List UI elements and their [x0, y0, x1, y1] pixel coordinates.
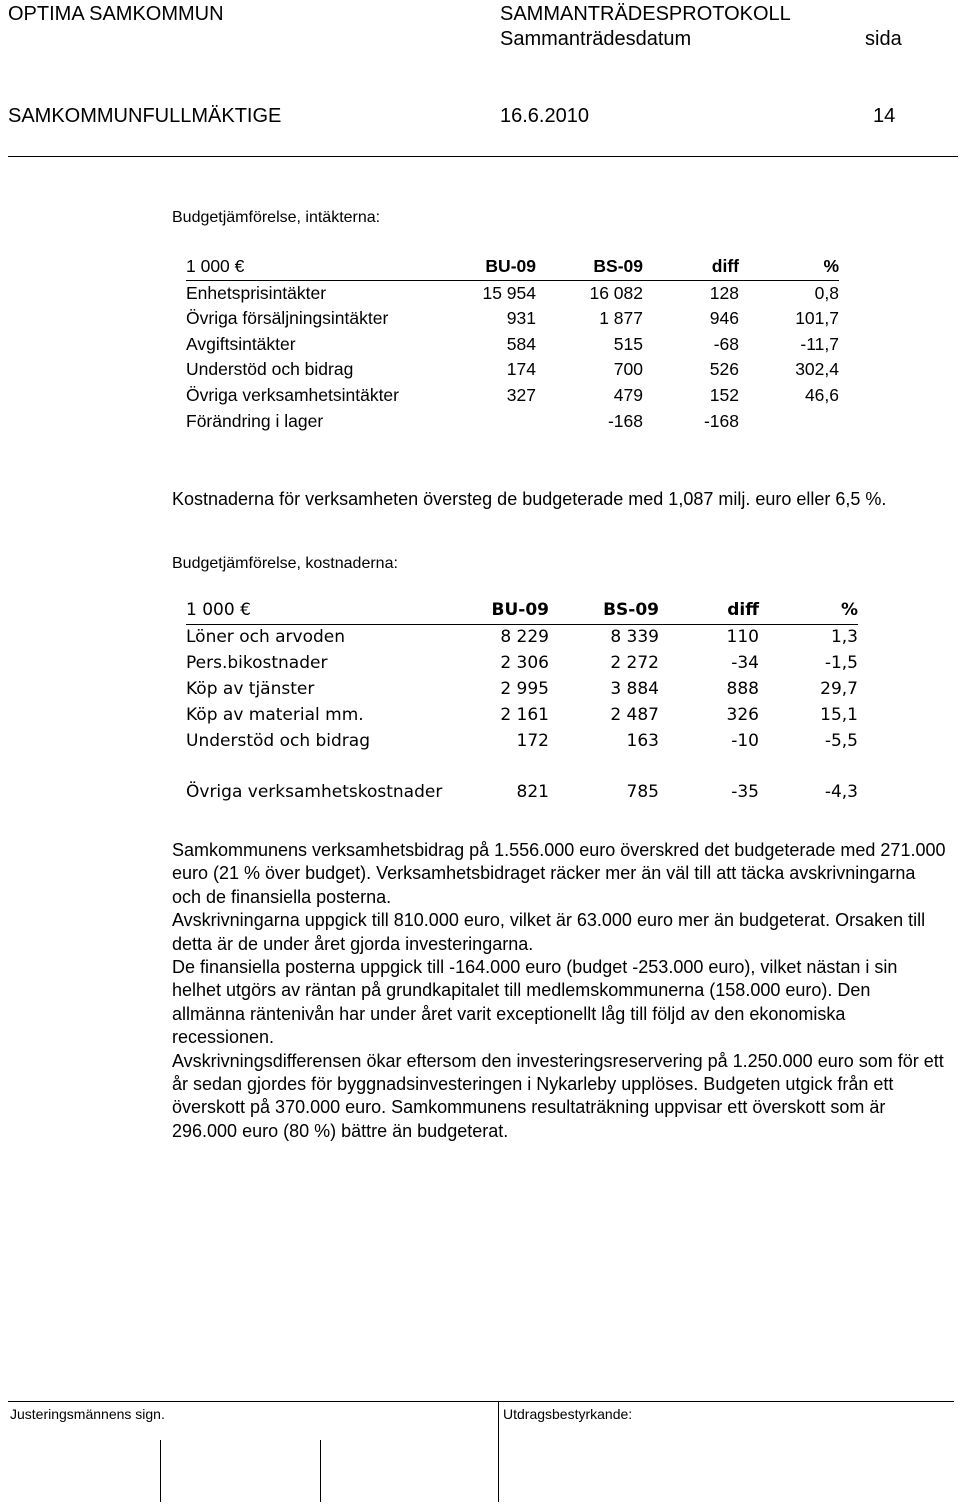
cell: 700 — [613, 359, 643, 380]
column-header: BU-09 — [456, 254, 536, 280]
row-label: Enhetsprisintäkter — [186, 282, 327, 303]
row-label: Övriga försäljningsintäkter — [186, 308, 389, 329]
cell: 2 306 — [500, 652, 549, 673]
table-header-row — [186, 254, 839, 280]
table-row — [186, 651, 858, 677]
row-label: Köp av tjänster — [186, 678, 315, 699]
cell: 888 — [726, 678, 759, 699]
footer-certification-label: Utdragsbestyrkande: — [503, 1406, 633, 1422]
cell: 152 — [709, 384, 739, 405]
column-header: BS-09 — [549, 598, 659, 624]
paragraph: Samkommunens verksamhetsbidrag på 1.556.000 euro överskred det budgeterade med 271.000 euro (21 % över budget). Verksamhetsbidraget räcker mer än väl till att täcka avskrivningarna och de finansiella posterna. — [172, 840, 946, 907]
cell: 821 — [516, 782, 549, 803]
row-label: Köp av material mm. — [186, 704, 364, 725]
cell: 15 954 — [482, 282, 536, 303]
cell: -34 — [731, 652, 759, 673]
cell: 931 — [506, 308, 536, 329]
column-header: BU-09 — [456, 598, 549, 624]
cell: 15,1 — [820, 704, 858, 725]
column-header: diff — [659, 598, 759, 624]
cell: 327 — [506, 384, 536, 405]
org-name: OPTIMA SAMKOMMUN — [8, 3, 224, 25]
table-row — [186, 280, 839, 306]
cell: -168 — [703, 410, 739, 431]
cell: 174 — [506, 359, 536, 380]
cell: 8 229 — [500, 626, 549, 647]
cell: 46,6 — [804, 384, 839, 405]
page-label: sida — [865, 28, 902, 50]
cell: 2 995 — [500, 678, 549, 699]
cell — [739, 409, 839, 435]
signature-divider — [160, 1440, 161, 1502]
column-header: % — [739, 254, 839, 280]
cell: 946 — [709, 308, 739, 329]
footer-column-divider — [498, 1401, 499, 1502]
cell: 128 — [709, 282, 739, 303]
header-divider — [8, 156, 958, 157]
paragraph: Avskrivningarna uppgick till 810.000 euro, vilket är 63.000 euro mer än budgeterat. Orsaken till detta är de under året gjorda investeringarna. — [172, 910, 926, 954]
table-row — [186, 306, 839, 332]
row-label: Avgiftsintäkter — [186, 333, 296, 354]
income-caption: Budgetjämförelse, intäkterna: — [172, 209, 381, 226]
date-label: Sammanträdesdatum — [500, 28, 692, 50]
row-label: Understöd och bidrag — [186, 359, 354, 380]
table-row — [186, 624, 858, 650]
unit-header: 1 000 € — [186, 598, 456, 624]
table-row — [186, 729, 858, 755]
cell: 515 — [613, 333, 643, 354]
table-row — [186, 677, 858, 703]
page-number: 14 — [873, 105, 896, 127]
table-row — [186, 754, 858, 806]
cell: 29,7 — [820, 678, 858, 699]
footer-signature-label: Justeringsmännens sign. — [10, 1406, 165, 1422]
costs-table — [186, 598, 858, 806]
cell: 0,8 — [814, 282, 839, 303]
cell: 2 161 — [500, 704, 549, 725]
meeting-body: SAMKOMMUNFULLMÄKTIGE — [8, 105, 282, 127]
cell: -1,5 — [824, 652, 858, 673]
cell: 3 884 — [610, 678, 659, 699]
unit-header: 1 000 € — [186, 254, 456, 280]
costs-caption: Budgetjämförelse, kostnaderna: — [172, 555, 398, 572]
row-label: Övriga verksamhetsintäkter — [186, 384, 399, 405]
cell: 1,3 — [830, 626, 858, 647]
cell: 479 — [613, 384, 643, 405]
column-header: diff — [643, 254, 739, 280]
row-label: Förändring i lager — [186, 410, 324, 431]
paragraph: Avskrivningsdifferensen ökar eftersom den investeringsreservering på 1.250.000 euro som för ett år sedan gjordes för byggnadsinvesteringen i Nykarleby upplöses. Budgeten utgick från ett överskott på 370.000 euro. Samkommunens resultaträkning uppvisar ett överskott som är 296.000 euro (80 %) bättre än budgeterat. — [172, 1050, 944, 1141]
table-row — [186, 357, 839, 383]
cell: 785 — [626, 782, 659, 803]
meeting-date: 16.6.2010 — [500, 105, 589, 127]
cell: 163 — [626, 730, 659, 751]
cell: 326 — [726, 704, 759, 725]
row-label: Löner och arvoden — [186, 626, 346, 647]
cell: 8 339 — [610, 626, 659, 647]
paragraph: De finansiella posterna uppgick till -164.000 euro (budget -253.000 euro), vilket nästan i sin helhet utgörs av räntan på grundkapitalet till medlemskommunerna (158.000 euro). Den allmänna räntenivån har under året varit exceptionellt låg till följd av den ekonomiska recessionen. — [172, 957, 898, 1048]
cell: 16 082 — [589, 282, 643, 303]
cell: 584 — [506, 333, 536, 354]
column-header: BS-09 — [536, 254, 643, 280]
table-header-row — [186, 598, 858, 624]
cell: -4,3 — [824, 782, 858, 803]
body-text — [172, 839, 947, 1143]
table-row — [186, 703, 858, 729]
income-table — [186, 254, 839, 434]
cell: -5,5 — [824, 730, 858, 751]
footer-divider — [8, 1401, 954, 1402]
cell: -168 — [607, 410, 643, 431]
row-label: Pers.bikostnader — [186, 652, 328, 673]
cell: 302,4 — [795, 359, 839, 380]
cell: 526 — [709, 359, 739, 380]
cell: 172 — [516, 730, 549, 751]
table-row — [186, 409, 839, 435]
cell: -11,7 — [800, 333, 839, 354]
table-row — [186, 332, 839, 358]
row-label: Understöd och bidrag — [186, 730, 371, 751]
cell: -35 — [731, 782, 759, 803]
doc-type: SAMMANTRÄDESPROTOKOLL — [500, 3, 791, 25]
signature-divider — [320, 1440, 321, 1502]
cell: -10 — [731, 730, 759, 751]
table-row — [186, 383, 839, 409]
cell: -68 — [713, 333, 739, 354]
cell: 2 487 — [610, 704, 659, 725]
row-label: Övriga verksamhetskostnader — [186, 782, 443, 803]
cell: 101,7 — [795, 308, 839, 329]
cell: 110 — [726, 626, 759, 647]
column-header: % — [759, 598, 858, 624]
cell: 2 272 — [610, 652, 659, 673]
cell: 1 877 — [599, 308, 643, 329]
cell — [456, 409, 536, 435]
cost-intro-text: Kostnaderna för verksamheten översteg de budgeterade med 1,087 milj. euro eller 6,5 %. — [172, 489, 887, 509]
